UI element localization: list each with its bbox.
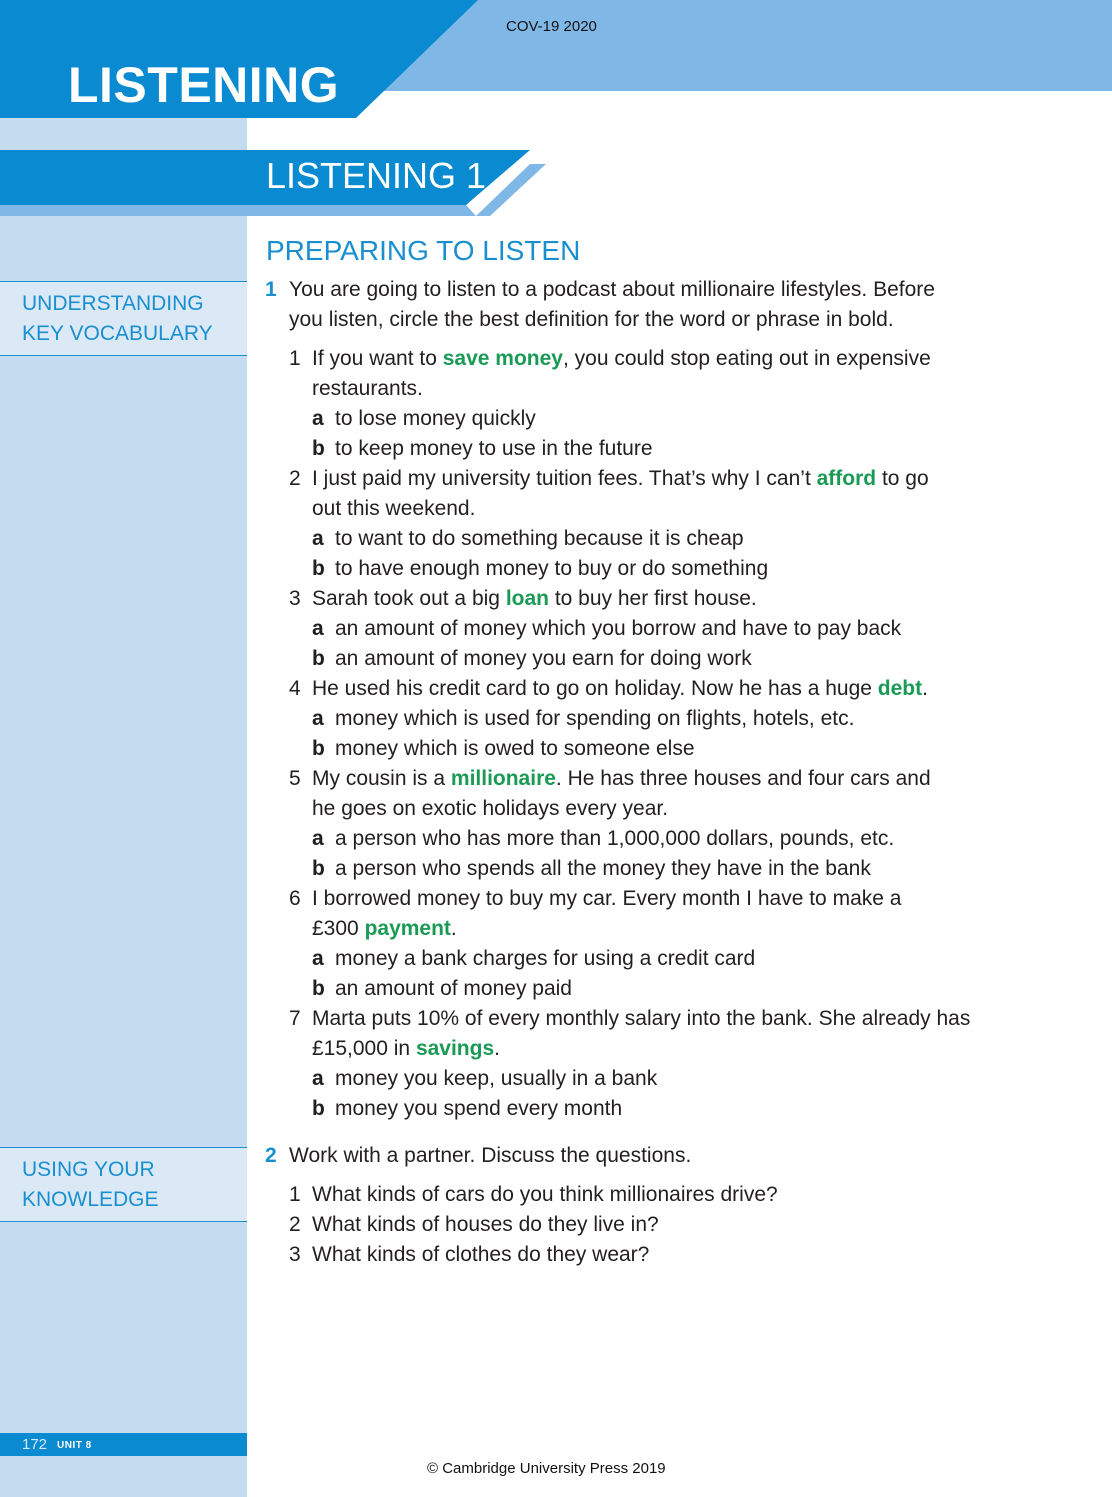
option-text: to have enough money to buy or do something <box>335 557 769 580</box>
option-letter: b <box>312 857 325 880</box>
copyright: © Cambridge University Press 2019 <box>427 1460 666 1477</box>
item-sentence <box>312 674 928 704</box>
sentence-text: , you could stop eating out in expensive <box>563 347 931 370</box>
item-sentence <box>312 344 931 374</box>
side-label-line: KEY VOCABULARY <box>22 322 213 345</box>
option-letter: a <box>312 617 324 640</box>
option-text: an amount of money which you borrow and have to pay back <box>335 617 902 640</box>
option-letter: a <box>312 707 324 730</box>
item-number: 4 <box>289 677 301 700</box>
page-number: 172 <box>22 1436 48 1453</box>
option-letter: b <box>312 557 325 580</box>
unit-label: UNIT 8 <box>57 1440 92 1451</box>
item-number: 5 <box>289 767 301 790</box>
item-sentence-cont: he goes on exotic holidays every year. <box>312 797 669 820</box>
task-number: 2 <box>265 1144 277 1167</box>
subsection-light-strip <box>0 205 476 216</box>
sentence-text: Marta puts 10% of every monthly salary into the bank. She already has <box>312 1007 971 1030</box>
key-word: loan <box>505 587 549 610</box>
item-number: 3 <box>289 587 301 610</box>
question-number: 2 <box>289 1213 301 1236</box>
sentence-text: . <box>922 677 928 700</box>
option-text: money you spend every month <box>335 1097 623 1120</box>
key-word: afford <box>816 467 877 490</box>
option-text: a person who spends all the money they have in the bank <box>335 857 871 880</box>
item-sentence-cont <box>312 914 457 944</box>
option-letter: a <box>312 947 324 970</box>
question-number: 3 <box>289 1243 301 1266</box>
sentence-text: My cousin is a <box>312 767 451 790</box>
header-code: COV-19 2020 <box>506 18 597 35</box>
sentence-text: I borrowed money to buy my car. Every month I have to make a <box>312 887 902 910</box>
option-text: money you keep, usually in a bank <box>335 1067 658 1090</box>
option-letter: a <box>312 827 324 850</box>
option-text: an amount of money paid <box>335 977 572 1000</box>
task-instruction: Work with a partner. Discuss the questions. <box>289 1144 692 1167</box>
item-number: 2 <box>289 467 301 490</box>
item-sentence-cont: restaurants. <box>312 377 423 400</box>
sentence-text: £300 <box>312 917 365 940</box>
option-letter: b <box>312 1097 325 1120</box>
section-title: LISTENING <box>68 57 340 113</box>
option-text: to keep money to use in the future <box>335 437 653 460</box>
option-text: money a bank charges for using a credit card <box>335 947 756 970</box>
item-number: 1 <box>289 347 301 370</box>
item-sentence <box>312 764 931 794</box>
item-sentence <box>312 884 901 914</box>
key-word: millionaire <box>450 767 556 790</box>
key-word: savings <box>415 1037 495 1060</box>
sentence-text: He used his credit card to go on holiday. Now he has a huge <box>312 677 878 700</box>
option-text: to lose money quickly <box>335 407 536 430</box>
sentence-text: . He has three houses and four cars and <box>555 767 931 790</box>
sentence-text: . <box>494 1037 500 1060</box>
key-word: save money <box>442 347 563 370</box>
sentence-text: I just paid my university tuition fees. That’s why I can’t <box>312 467 817 490</box>
item-sentence <box>312 464 929 494</box>
option-letter: a <box>312 407 324 430</box>
item-sentence-cont <box>312 1034 500 1064</box>
key-word: debt <box>877 677 923 700</box>
side-label-line: USING YOUR <box>22 1158 155 1181</box>
option-text: a person who has more than 1,000,000 dollars, pounds, etc. <box>335 827 895 850</box>
sentence-text: to buy her first house. <box>548 587 757 610</box>
option-letter: b <box>312 647 325 670</box>
task-instruction: You are going to listen to a podcast about millionaire lifestyles. Before <box>289 278 935 301</box>
sentence-text: £15,000 in <box>312 1037 416 1060</box>
item-number: 6 <box>289 887 301 910</box>
question-text: What kinds of clothes do they wear? <box>312 1243 650 1266</box>
option-letter: a <box>312 1067 324 1090</box>
sentence-text: Sarah took out a big <box>312 587 506 610</box>
preparing-heading: PREPARING TO LISTEN <box>266 235 581 266</box>
option-letter: b <box>312 437 325 460</box>
task-number: 1 <box>265 278 277 301</box>
sentence-text: to go <box>876 467 929 490</box>
item-sentence-cont: out this weekend. <box>312 497 476 520</box>
sentence-text: If you want to <box>312 347 443 370</box>
question-text: What kinds of houses do they live in? <box>312 1213 659 1236</box>
task-instruction: you listen, circle the best definition for the word or phrase in bold. <box>289 308 894 331</box>
key-word: payment <box>364 917 451 940</box>
side-label-vocabulary <box>0 281 247 356</box>
option-letter: b <box>312 977 325 1000</box>
question-text: What kinds of cars do you think millionaires drive? <box>312 1183 778 1206</box>
item-sentence <box>312 584 757 614</box>
option-letter: a <box>312 527 324 550</box>
option-text: money which is used for spending on flights, hotels, etc. <box>335 707 855 730</box>
subsection-title: LISTENING 1 <box>266 155 487 196</box>
item-number: 7 <box>289 1007 301 1030</box>
side-label-line: UNDERSTANDING <box>22 292 204 315</box>
option-text: to want to do something because it is cheap <box>335 527 744 550</box>
question-number: 1 <box>289 1183 301 1206</box>
side-label-knowledge <box>0 1147 247 1222</box>
sentence-text: . <box>450 917 457 940</box>
option-text: an amount of money you earn for doing work <box>335 647 752 670</box>
item-sentence <box>312 1004 970 1034</box>
side-label-line: KNOWLEDGE <box>22 1188 159 1211</box>
option-text: money which is owed to someone else <box>335 737 695 760</box>
option-letter: b <box>312 737 325 760</box>
